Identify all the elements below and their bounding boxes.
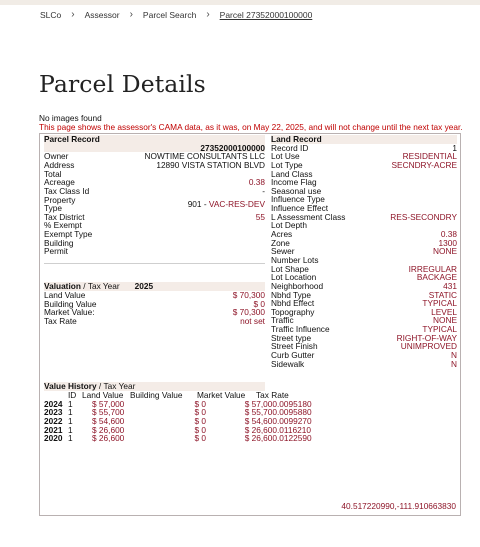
land-field-label: Influence Type <box>271 194 325 205</box>
land-field-value: N <box>451 350 457 361</box>
land-field-label: Seasonal use <box>271 185 322 196</box>
land-field-label: Lot Type <box>271 159 303 170</box>
land-field-label: Topography <box>271 306 315 317</box>
history-year: 2021 <box>44 424 63 435</box>
parcel-number: 27352000100000 <box>200 142 265 153</box>
history-id: 1 <box>68 424 73 435</box>
land-field-value: RES-SECONDRY <box>390 211 457 222</box>
land-field-label: Traffic Influence <box>271 324 330 335</box>
valuation-row-value: $ 70,300 <box>232 290 265 300</box>
land-field-row <box>271 360 457 369</box>
history-id: 1 <box>68 433 73 444</box>
valuation-label: Valuation <box>44 281 81 291</box>
breadcrumb-slco[interactable]: SLCo <box>40 10 62 20</box>
parcel-field-row <box>44 196 265 213</box>
breadcrumb-assessor[interactable]: Assessor <box>84 10 120 20</box>
land-field-value: 1300 <box>438 237 457 248</box>
valuation-sublabel: Tax Year <box>87 281 120 291</box>
history-year: 2024 <box>44 398 63 409</box>
land-field-value: TYPICAL <box>422 324 457 335</box>
land-field-value: TYPICAL <box>422 298 457 309</box>
land-field-label: Acres <box>271 229 293 240</box>
land-field-label: Number Lots <box>271 254 319 265</box>
land-field-row <box>271 221 457 230</box>
history-id: 1 <box>68 416 73 427</box>
valuation-year: 2025 <box>134 281 154 291</box>
land-field-value: SECNDRY-ACRE <box>391 159 457 170</box>
history-id: 1 <box>68 407 73 418</box>
parcel-field-value: - <box>262 185 265 196</box>
parcel-record-header <box>44 135 265 152</box>
land-field-value: LEVEL <box>431 306 457 317</box>
history-building-value: $ 0 <box>194 398 206 409</box>
land-field-value: RESIDENTIAL <box>402 151 457 162</box>
parcel-field-row <box>44 239 265 256</box>
land-field-label: Neighborhood <box>271 280 324 291</box>
land-field-row <box>271 230 457 239</box>
breadcrumb-parcel-search[interactable]: Parcel Search <box>142 10 197 20</box>
parcel-field-row <box>44 170 265 187</box>
column-header-building-value: Building Value <box>130 390 183 400</box>
valuation-row-value: not set <box>240 315 265 326</box>
valuation-row-value: $ 70,300 <box>232 307 265 318</box>
history-year: 2023 <box>44 407 63 418</box>
land-field-value: 0.38 <box>440 229 457 240</box>
history-land-value: $ 57,000 <box>92 398 125 409</box>
land-field-row <box>271 239 457 248</box>
page-title: Parcel Details <box>39 70 206 98</box>
land-record-section <box>271 135 457 368</box>
column-header-market-value: Market Value <box>197 390 246 400</box>
history-tax-rate: .0116210 <box>277 424 311 435</box>
history-market-value: $ 26,600 <box>244 424 277 435</box>
valuation-row-label: Tax Rate <box>44 315 77 326</box>
no-images-text: No images found <box>39 113 102 123</box>
land-field-label: Zone <box>271 237 290 248</box>
top-bar <box>0 0 480 5</box>
valuation-row-label: Land Value <box>44 290 86 300</box>
land-field-value: IRREGULAR <box>408 263 457 274</box>
valuation-sep: / <box>80 281 88 291</box>
history-tax-rate: .0095180 <box>277 398 312 409</box>
column-header-tax-rate: Tax Rate <box>256 390 289 400</box>
parcel-record-section <box>44 135 265 256</box>
property-type-desc: VAC-RES-DEV <box>208 198 265 209</box>
parcel-field-label: Tax Class Id <box>44 185 90 196</box>
breadcrumb-current-parcel[interactable]: Parcel 27352000100000 <box>219 10 313 20</box>
parcel-field-value: 55 <box>255 211 265 222</box>
land-field-label: Curb Gutter <box>271 350 315 361</box>
valuation-row-label: Market Value: <box>44 307 95 318</box>
chevron-right-icon: › <box>129 8 133 21</box>
chevron-right-icon: › <box>71 8 75 21</box>
land-field-row <box>271 308 457 317</box>
history-tax-rate: .0095880 <box>277 407 312 418</box>
history-tax-rate: .0099270 <box>277 416 312 427</box>
property-type-sep: - <box>201 198 209 209</box>
value-history-table <box>44 391 317 443</box>
parcel-record-label: Parcel Record <box>44 134 100 144</box>
parcel-field-value <box>188 200 265 209</box>
history-building-value: $ 0 <box>194 416 206 427</box>
history-id: 1 <box>68 398 73 409</box>
history-tax-rate: .0122590 <box>277 433 312 444</box>
history-land-value: $ 26,600 <box>92 433 125 444</box>
history-land-value: $ 26,600 <box>92 424 125 435</box>
history-building-value: $ 0 <box>194 433 206 444</box>
land-field-label: Lot Use <box>271 151 300 162</box>
breadcrumb <box>40 8 313 21</box>
land-record-label: Land Record <box>271 134 322 144</box>
valuation-row <box>44 308 265 317</box>
valuation-row <box>44 317 265 326</box>
history-market-value: $ 26,600 <box>244 433 277 444</box>
land-field-value: NONE <box>433 315 457 326</box>
land-field-label: Land Class <box>271 168 313 179</box>
parcel-field-label: Owner <box>44 151 69 162</box>
valuation-section <box>44 282 265 326</box>
land-field-value: NONE <box>433 246 457 257</box>
value-history-row <box>44 434 317 443</box>
column-header-id: ID <box>68 390 77 400</box>
parcel-field-label: Total Acreage <box>44 168 75 188</box>
valuation-row-label: Building Value <box>44 298 97 309</box>
value-history-sep: / <box>96 381 104 391</box>
chevron-right-icon: › <box>206 8 210 21</box>
value-history-sublabel: Tax Year <box>103 381 136 391</box>
land-field-value: 1 <box>452 142 457 153</box>
parcel-field-row <box>44 230 265 239</box>
parcel-field-label: Property Type <box>44 194 76 214</box>
history-building-value: $ 0 <box>194 424 206 435</box>
land-field-value: RIGHT-OF-WAY <box>396 332 457 343</box>
cama-notice: This page shows the assessor's CAMA data, as it was, on May 22, 2025, and will not change until the next tax year. <box>39 122 463 132</box>
land-field-value: BACKAGE <box>416 272 457 283</box>
history-market-value: $ 55,700 <box>244 407 277 418</box>
land-field-label: Street type <box>271 332 312 343</box>
column-header-land-value: Land Value <box>82 390 124 400</box>
land-field-label: Nbhd Effect <box>271 298 315 309</box>
land-field-value: N <box>451 358 457 369</box>
parcel-field-label: Tax District <box>44 211 85 222</box>
parcel-field-value: 0.38 <box>248 177 265 188</box>
land-field-value: UNIMPROVED <box>400 341 457 352</box>
parcel-field-label: Address <box>44 159 75 170</box>
land-field-label: Nbhd Type <box>271 289 311 300</box>
history-year: 2020 <box>44 433 63 444</box>
property-type-code: 901 <box>187 198 202 209</box>
history-building-value: $ 0 <box>194 407 206 418</box>
parcel-field-label: Exempt Type <box>44 229 93 240</box>
land-field-label: Lot Shape <box>271 263 309 274</box>
land-field-label: Lot Location <box>271 272 317 283</box>
land-field-label: Income Flag <box>271 177 317 188</box>
parcel-field-row <box>44 187 265 196</box>
land-field-label: Lot Depth <box>271 220 307 231</box>
parcel-field-value: 12890 VISTA STATION BLVD <box>156 159 265 170</box>
parcel-field-label: Building Permit <box>44 237 74 257</box>
land-field-label: Record ID <box>271 142 309 153</box>
parcel-field-label: % Exempt <box>44 220 82 231</box>
divider <box>44 263 265 264</box>
value-history-label: Value History <box>44 381 97 391</box>
land-field-value: 431 <box>443 280 457 291</box>
parcel-field-row <box>44 161 265 170</box>
land-field-label: Influence Effect <box>271 203 329 214</box>
land-field-value: STATIC <box>428 289 457 300</box>
history-land-value: $ 54,600 <box>92 416 125 427</box>
land-field-label: Traffic <box>271 315 294 326</box>
parcel-field-value: NOWTIME CONSULTANTS LLC <box>144 151 265 162</box>
history-land-value: $ 55,700 <box>92 407 125 418</box>
land-field-label: Street Finish <box>271 341 318 352</box>
land-field-label: Sidewalk <box>271 358 305 369</box>
valuation-row-value: $ 0 <box>253 298 265 309</box>
history-year: 2022 <box>44 416 63 427</box>
land-field-label: L Assessment Class <box>271 211 346 222</box>
history-market-value: $ 54,600 <box>244 416 277 427</box>
history-market-value: $ 57,000 <box>244 398 277 409</box>
coordinates-link[interactable]: 40.517220990,-111.910663830 <box>341 501 456 511</box>
land-field-label: Sewer <box>271 246 295 257</box>
